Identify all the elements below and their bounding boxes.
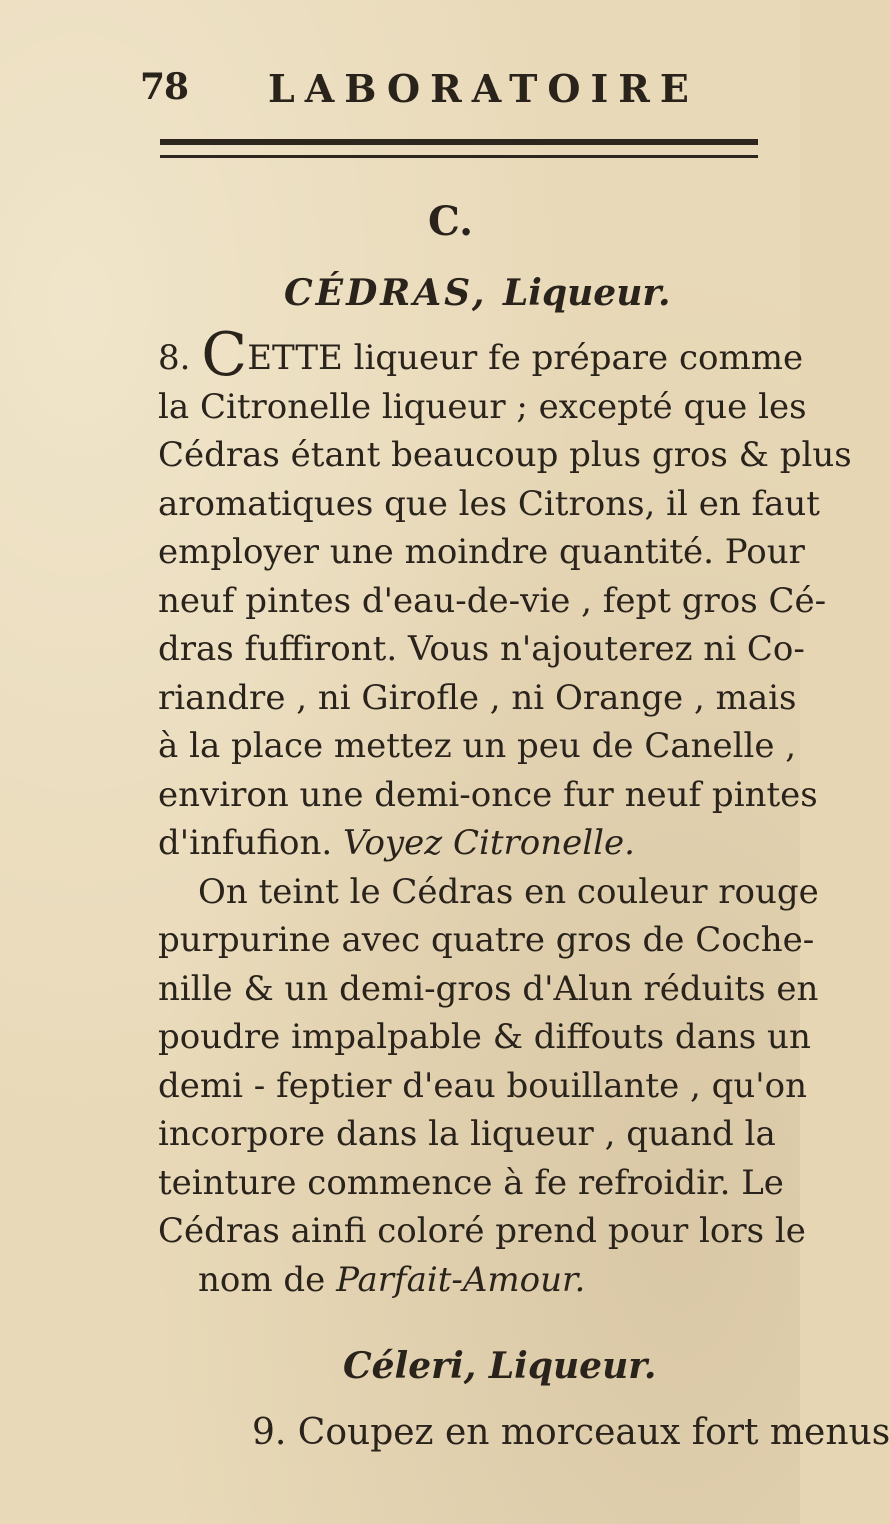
cross-reference: Voyez Citronelle. — [343, 823, 635, 863]
text-line: incorpore dans la liqueur , quand la — [158, 1114, 776, 1154]
section-letter: C. — [428, 198, 474, 245]
header-rule-thick — [160, 139, 758, 145]
text-line — [158, 819, 768, 868]
text-line — [158, 320, 804, 390]
page-header — [0, 66, 800, 126]
paragraph-9: 9. Coupez en morceaux fort menus — [252, 1412, 890, 1453]
text-line — [158, 1256, 768, 1305]
text-line: Cédras étant beaucoup plus gros & plus — [158, 435, 852, 475]
text-line: demi - feptier d'eau bouillante , qu'on — [158, 1065, 808, 1106]
entry-title-celeri: Céleri, Liqueur. — [343, 1345, 657, 1387]
paragraph-8 — [158, 320, 852, 868]
entry-title-main: CÉDRAS, — [284, 272, 488, 314]
line-start: nom de — [198, 1259, 326, 1300]
running-head: LABORATOIRE — [268, 66, 699, 111]
text-line: environ une demi-once fur neuf pintes — [158, 774, 818, 815]
text-line: dras fuffiront. Vous n'ajouterez ni Co- — [158, 629, 805, 669]
text-line: riandre , ni Girofle , ni Orange , mais — [158, 677, 797, 718]
paragraph-8-continued — [158, 868, 819, 1305]
text-line: employer une moindre quantité. Pour — [158, 532, 805, 572]
text-line: neuf pintes d'eau-de-vie , fept gros Cé- — [158, 580, 827, 621]
italic-term: Parfait-Amour. — [336, 1259, 586, 1300]
page-number: 78 — [140, 66, 189, 108]
text-line: Cédras ainfi coloré prend pour lors le — [158, 1211, 806, 1251]
text-line: teinture commence à fe refroidir. Le — [158, 1162, 784, 1203]
text-line: la Citronelle liqueur ; excepté que les — [158, 386, 807, 427]
text-line: aromatiques que les Citrons, il en faut — [158, 483, 820, 524]
first-line-text: ETTE liqueur fe prépare comme — [247, 338, 804, 378]
drop-cap: C — [201, 320, 248, 390]
entry-title-sub: Liqueur. — [502, 272, 671, 314]
entry-title-cedras — [284, 272, 671, 314]
text-line: On teint le Cédras en couleur rouge — [198, 871, 819, 912]
text-line: purpurine avec quatre gros de Coche- — [158, 920, 815, 960]
line-start: d'infufion. — [158, 823, 333, 863]
text-line: à la place mettez un peu de Canelle , — [158, 726, 797, 766]
text-line: poudre impalpable & diffouts dans un — [158, 1017, 811, 1057]
text-line: nille & un demi-gros d'Alun réduits en — [158, 968, 819, 1009]
entry-body-cedras — [158, 320, 852, 1304]
header-rule-thin — [160, 155, 758, 158]
paragraph-number: 8. — [158, 338, 191, 378]
